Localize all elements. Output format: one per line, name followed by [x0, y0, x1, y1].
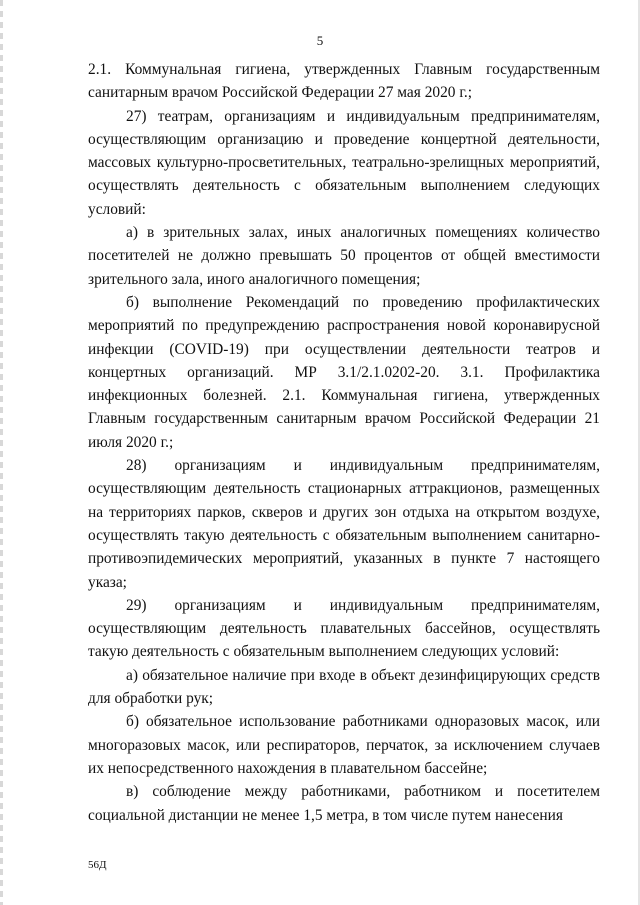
paragraph-item-27-a: а) в зрительных залах, иных аналогичных помещениях количество посетителей не должно превышать 50 процентов от общей вместимости зрительного зала, иного аналогичного помещения;: [88, 224, 600, 288]
paragraph-item-29-b: б) обязательное использование работниками одноразовых масок, или многоразовых масок, или респираторов, перчаток, за исключением случаев их непосредственного нахождения в плавательном бассейне;: [88, 713, 600, 777]
document-body: [88, 58, 600, 827]
paragraph-item-28: 28) организациям и индивидуальным предпринимателям, осуществляющим деятельность стационарных аттракционов, размещенных на территориях парков, скверов и других зон отдыха на открытом воздухе, осуществлять такую деятельность с обязательным выполнением санитарно-противоэпидемических мероприятий, указанных в пункте 7 настоящего указа;: [88, 457, 600, 591]
paragraph-2-1-continuation: 2.1. Коммунальная гигиена, утвержденных Главным государственным санитарным врачом Российской Федерации 27 мая 2020 г.;: [88, 61, 600, 102]
paragraph-item-29-v: в) соблюдение между работниками, работником и посетителем социальной дистанции не менее 1,5 метра, в том числе путем нанесения: [88, 783, 600, 824]
footer-code: 56Д: [88, 859, 107, 871]
paragraph-item-27-b: б) выполнение Рекомендаций по проведению профилактических мероприятий по предупреждению распространения новой коронавирусной инфекции (COVID-19) при осуществлении деятельности театров и концертных организаций. МР 3.1/2.1.0202-20. 3.1. Профилактика инфекционных болезней. 2.1. Коммунальная гигиена, утвержденных Главным государственным санитарным врачом Российской Федерации 21 июля 2020 г.;: [88, 293, 600, 451]
paragraph-item-27: 27) театрам, организациям и индивидуальным предпринимателям, осуществляющим организацию и проведение концертной деятельности, массовых культурно-просветительных, театрально-зрелищных мероприятий, осуществлять деятельность с обязательным выполнением следующих условий:: [88, 107, 600, 218]
page-number: 5: [316, 33, 324, 48]
paragraph-item-29: 29) организациям и индивидуальным предпринимателям, осуществляющим деятельность плавательных бассейнов, осуществлять такую деятельность с обязательным выполнением следующих условий:: [88, 596, 600, 661]
scan-left-edge: [0, 0, 3, 905]
paragraph-item-29-a: а) обязательное наличие при входе в объект дезинфицирующих средств для обработки рук;: [88, 666, 600, 708]
